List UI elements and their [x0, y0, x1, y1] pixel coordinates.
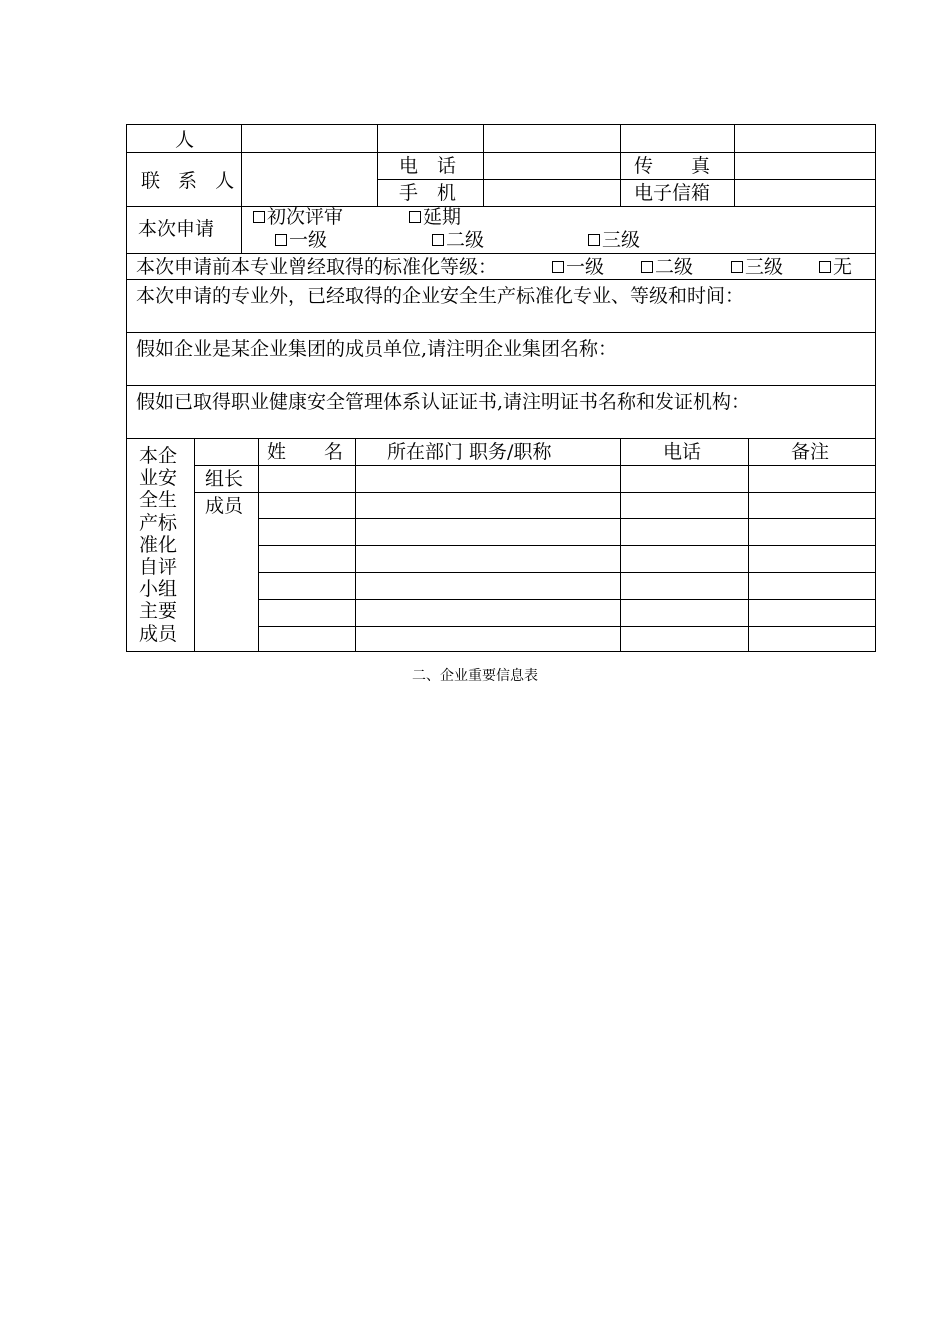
- rule: [258, 438, 259, 652]
- rule: [127, 152, 875, 153]
- rule: [194, 438, 195, 652]
- rule: [258, 545, 875, 546]
- option-level-2[interactable]: 二级: [432, 229, 484, 251]
- checkbox[interactable]: [731, 261, 743, 273]
- rule: [258, 492, 875, 493]
- role-member: 成员: [205, 495, 244, 517]
- prev-option-none[interactable]: 无: [819, 256, 852, 278]
- checkbox[interactable]: [588, 234, 600, 246]
- fax-label: 传 真: [634, 155, 711, 177]
- phone-label: 电 话: [399, 155, 457, 177]
- rule: [241, 206, 242, 253]
- rule: [258, 626, 875, 627]
- rule: [194, 492, 258, 493]
- rule: [377, 179, 875, 180]
- checkbox[interactable]: [432, 234, 444, 246]
- checkbox[interactable]: [641, 261, 653, 273]
- header-phone: 电话: [663, 441, 702, 463]
- header-name: 姓 名: [267, 441, 344, 463]
- rule: [355, 438, 356, 652]
- rule: [127, 279, 875, 280]
- rule: [258, 599, 875, 600]
- header-remarks: 备注: [791, 441, 830, 463]
- contact-label: 联 系 人: [141, 170, 241, 192]
- previous-level-label: 本次申请前本专业曾经取得的标准化等级：: [136, 256, 498, 278]
- group-label: 假如企业是某企业集团的成员单位,请注明企业集团名称：: [136, 338, 618, 360]
- mobile-label: 手 机: [399, 182, 457, 204]
- rule: [748, 438, 749, 652]
- checkbox[interactable]: [409, 211, 421, 223]
- ohs-cert-label: 假如已取得职业健康安全管理体系认证证书,请注明证书名称和发证机构：: [136, 391, 751, 413]
- rule: [194, 465, 875, 466]
- header-department: 所在部门 职务/职称: [387, 441, 552, 463]
- rule: [127, 385, 875, 386]
- rule: [377, 125, 378, 206]
- rule: [734, 125, 735, 206]
- rule: [483, 125, 484, 206]
- email-label: 电子信箱: [634, 182, 711, 204]
- option-extension[interactable]: 延期: [409, 206, 461, 228]
- rule: [127, 253, 875, 254]
- prev-option-level-3[interactable]: 三级: [731, 256, 783, 278]
- other-specialties-label: 本次申请的专业外，已经取得的企业安全生产标准化专业、等级和时间：: [136, 285, 745, 307]
- checkbox[interactable]: [552, 261, 564, 273]
- application-label: 本次申请: [138, 218, 215, 240]
- rule: [127, 206, 875, 207]
- caption: 二、企业重要信息表: [412, 668, 538, 684]
- option-level-1[interactable]: 一级: [275, 229, 327, 251]
- application-form-table: [126, 124, 876, 652]
- rule: [127, 332, 875, 333]
- prev-option-level-2[interactable]: 二级: [641, 256, 693, 278]
- rule: [127, 438, 875, 439]
- rule: [620, 438, 621, 652]
- option-level-3[interactable]: 三级: [588, 229, 640, 251]
- person-label: 人: [175, 129, 195, 151]
- checkbox[interactable]: [275, 234, 287, 246]
- checkbox[interactable]: [819, 261, 831, 273]
- checkbox[interactable]: [253, 211, 265, 223]
- rule: [258, 518, 875, 519]
- rule: [258, 572, 875, 573]
- prev-option-level-1[interactable]: 一级: [552, 256, 604, 278]
- team-label: 本企业安全生产标准化自评小组主要成员: [139, 445, 178, 645]
- rule: [620, 125, 621, 206]
- role-leader: 组长: [205, 468, 244, 490]
- rule: [241, 125, 242, 206]
- option-initial-review[interactable]: 初次评审: [253, 206, 343, 228]
